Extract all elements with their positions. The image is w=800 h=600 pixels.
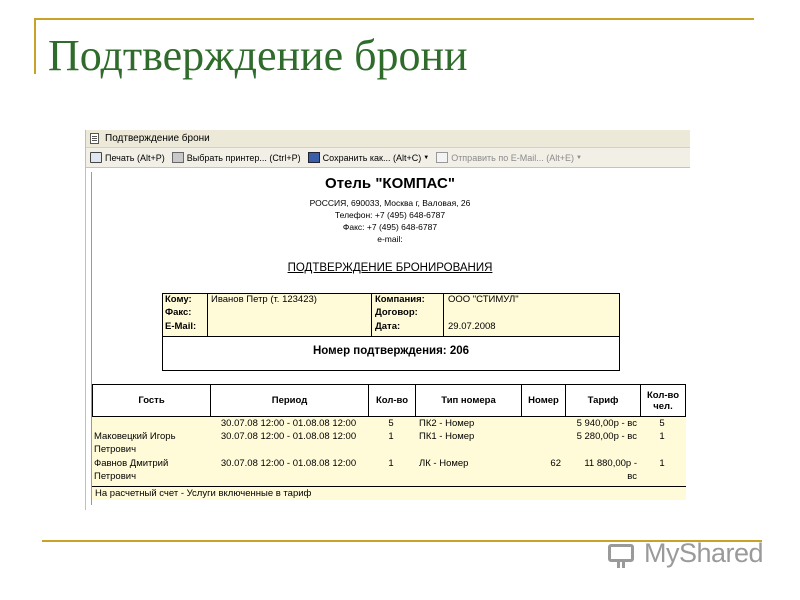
row3-room-type: ЛК - Номер [419, 458, 469, 469]
hotel-phone: Телефон: +7 (495) 648-6787 [334, 210, 446, 220]
grid-divider [207, 294, 208, 336]
row3-period: 30.07.08 12:00 - 01.08.08 12:00 [220, 458, 357, 469]
print-button[interactable] [90, 152, 165, 163]
save-as-button[interactable] [308, 152, 430, 163]
row1-tariff: 5 940,00р - вс [576, 418, 637, 429]
fax-label: Факс: [165, 307, 192, 318]
company-value: ООО "СТИМУЛ" [448, 294, 519, 305]
report-document [91, 172, 687, 505]
recipient-info-grid [163, 294, 619, 336]
row2-guest: Маковецкий Игорь [94, 431, 176, 442]
envelope-icon [436, 152, 448, 163]
company-label: Компания: [375, 294, 425, 305]
report-window [85, 130, 690, 510]
column-header-period: Период [271, 395, 308, 406]
recipient-info-box [162, 293, 620, 371]
send-email-label: Отправить по E-Mail... (Alt+E) [451, 152, 574, 163]
column-header-guest: Гость [138, 395, 165, 406]
chevron-down-icon[interactable]: ▼ [423, 154, 430, 161]
row1-period: 30.07.08 12:00 - 01.08.08 12:00 [220, 418, 357, 429]
save-as-label: Сохранить как... (Alt+C) [322, 152, 422, 163]
document-heading: ПОДТВЕРЖДЕНИЕ БРОНИРОВАНИЯ [287, 262, 493, 274]
grid-divider [371, 294, 372, 336]
floppy-disk-icon [308, 152, 320, 163]
grid-divider [443, 294, 444, 336]
myshared-logo [606, 536, 763, 570]
email-label: E-Mail: [165, 321, 197, 332]
row1-qty: 5 [388, 418, 394, 429]
hotel-email: e-mail: [377, 234, 403, 244]
hotel-address: РОССИЯ, 690033, Москва г, Валовая, 26 [309, 198, 471, 208]
to-value: Иванов Петр (т. 123423) [211, 294, 317, 305]
confirmation-number: Номер подтверждения: 206 [312, 345, 470, 357]
slide-title: Подтверждение брони [48, 31, 468, 80]
payment-note: На расчетный счет - Услуги включенные в тариф [92, 486, 686, 500]
info-divider [163, 336, 619, 337]
print-button-label: Печать (Alt+P) [105, 152, 165, 163]
monitor-icon [606, 536, 638, 570]
column-header-room-type: Тип номера [441, 395, 496, 406]
row3-room: 62 [550, 458, 561, 469]
to-label: Кому: [165, 294, 192, 305]
column-header-qty: Кол-во [375, 395, 409, 406]
row3-qty: 1 [388, 458, 394, 469]
document-icon [90, 133, 99, 144]
select-printer-icon [172, 152, 184, 163]
row3-guest: Фавнов Дмитрий [94, 458, 169, 469]
hotel-fax: Факс: +7 (495) 648-6787 [342, 222, 438, 232]
booking-table-header [92, 384, 686, 417]
contract-label: Договор: [375, 307, 418, 318]
row2-room-type: ПК1 - Номер [419, 431, 475, 442]
report-toolbar [86, 148, 690, 168]
column-header-tariff: Тариф [587, 395, 619, 406]
date-value: 29.07.2008 [448, 321, 496, 332]
booking-table-body [92, 417, 686, 486]
row2-guest-line2: Петрович [94, 444, 137, 455]
select-printer-button[interactable] [172, 152, 301, 163]
row2-period: 30.07.08 12:00 - 01.08.08 12:00 [220, 431, 357, 442]
slide-left-rule [34, 18, 36, 74]
row2-tariff: 5 280,00р - вс [576, 431, 637, 442]
row3-tariff: 11 880,00р - [584, 458, 637, 469]
window-titlebar [86, 130, 690, 148]
row3-guest-line2: Петрович [94, 471, 137, 482]
row3-persons: 1 [659, 458, 665, 469]
row1-persons: 5 [659, 418, 665, 429]
chevron-down-icon[interactable]: ▼ [575, 154, 582, 161]
select-printer-label: Выбрать принтер... (Ctrl+P) [186, 152, 301, 163]
window-title: Подтверждение брони [105, 133, 210, 144]
row2-qty: 1 [388, 431, 394, 442]
slide-top-rule [34, 18, 754, 20]
send-email-button[interactable] [436, 152, 582, 163]
column-header-persons: Кол-во чел. [646, 389, 680, 412]
row2-persons: 1 [659, 431, 665, 442]
date-label: Дата: [375, 321, 401, 332]
hotel-name: Отель "КОМПАС" [325, 175, 455, 192]
row1-room-type: ПК2 - Номер [419, 418, 475, 429]
column-header-room: Номер [528, 395, 559, 406]
printer-icon [90, 152, 102, 163]
logo-text: MyShared [644, 537, 764, 568]
row3-tariff-line2: вс [627, 471, 637, 482]
